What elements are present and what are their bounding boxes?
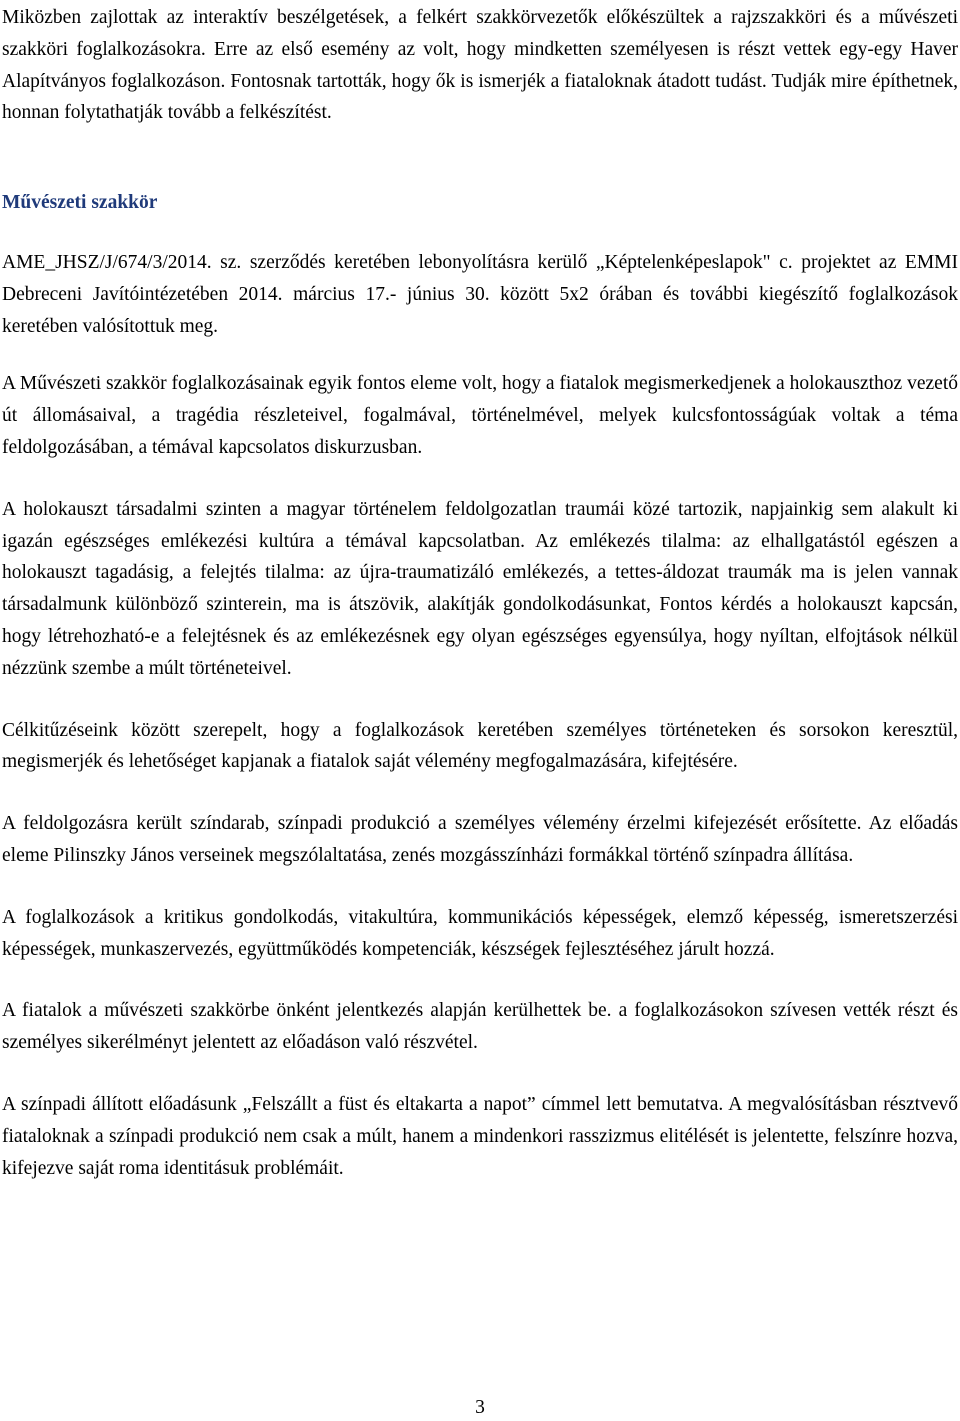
document-page <box>2 2 958 1184</box>
section-heading: Művészeti szakkör <box>2 192 158 214</box>
reference-paragraph: AME_JHSZ/J/674/3/2014. sz. szerződés keretében lebonyolításra kerülő „Képtelenképeslapok" c. projektet az EMMI Debreceni Javítóintézetében 2014. március 17.- június 30. között 5x2 órában és további kiegészítő foglalkozások keretében valósítottuk meg. <box>2 251 958 337</box>
body-paragraph: A foglalkozások a kritikus gondolkodás, vitakultúra, kommunikációs képességek, elemző képesség, ismeretszerzési képességek, munkaszervezés, együttműködés kompetenciák, készségek fejlesztéséhez járult hozzá. <box>2 906 958 960</box>
body-paragraph: A holokauszt társadalmi szinten a magyar történelem feldolgozatlan traumái közé tartozik, napjainkig sem alakult ki igazán egészséges emlékezési kultúra a témával kapcsolatban. Az emlékezés tilalma: az elhallgatástól egészen a holokauszt tagadásig, a felejtés tilalma: az újra-traumatizáló emlékezés, a tettes-áldozat traumák ma is jelen vannak társadalmunk különböző szinterein, ma is átszövik, alakítják gondolkodásunkat, Fontos kérdés a holokauszt kapcsán, hogy létrehozható-e a felejtésnek és az emlékezésnek egy olyan egészséges egyensúlya, hogy nyíltan, elfojtások nélkül nézzünk szembe a múlt történeteivel. <box>2 498 958 679</box>
body-paragraph: A feldolgozásra került színdarab, színpadi produkció a személyes vélemény érzelmi kifejezését erősítette. Az előadás eleme Pilinszky János verseinek megszólaltatása, zenés mozgásszínházi formákkal történő színpadra állítása. <box>2 813 958 866</box>
body-paragraph: Célkitűzéseink között szerepelt, hogy a foglalkozások keretében személyes történeteken és sorsokon keresztül, megismerjék és lehetőséget kapjanak a fiatalok saját vélemény megfogalmazására, kifejtésére. <box>2 719 958 773</box>
page-number: 3 <box>475 1397 485 1418</box>
body-paragraph: A színpadi állított előadásunk „Felszállt a füst és eltakarta a napot” címmel lett bemutatva. A megvalósításban résztvevő fiataloknak a színpadi produkció nem csak a múlt, hanem a mindenkori rasszizmus elitélését is jelentette, felszínre hozva, kifejezve saját roma identitásuk problémáit. <box>2 1093 958 1179</box>
body-paragraph: A fiatalok a művészeti szakkörbe önként jelentkezés alapján kerülhettek be. a foglalkozásokon szívesen vették részt és személyes sikerélményt jelentett az előadáson való részvétel. <box>2 1000 958 1054</box>
body-paragraph: A Művészeti szakkör foglalkozásainak egyik fontos eleme volt, hogy a fiatalok megismerkedjenek a holokauszthoz vezető út állomásaival, a tragédia részleteivel, fogalmával, történelmével, melyek kulcsfontosságúak voltak a téma feldolgozásában, a témával kapcsolatos diskurzusban. <box>2 373 958 458</box>
intro-paragraph: Miközben zajlottak az interaktív beszélgetések, a felkért szakkörvezetők előkészültek a rajzszakköri és a művészeti szakköri foglalkozásokra. Erre az első esemény az volt, hogy mindketten személyesen is részt vettek egy-egy Haver Alapítványos foglalkozáson. Fontosnak tartották, hogy ők is ismerjék a fiataloknak átadott tudást. Tudják mire építhetnek, honnan folytathatják tovább a felkészítést. <box>2 7 958 124</box>
